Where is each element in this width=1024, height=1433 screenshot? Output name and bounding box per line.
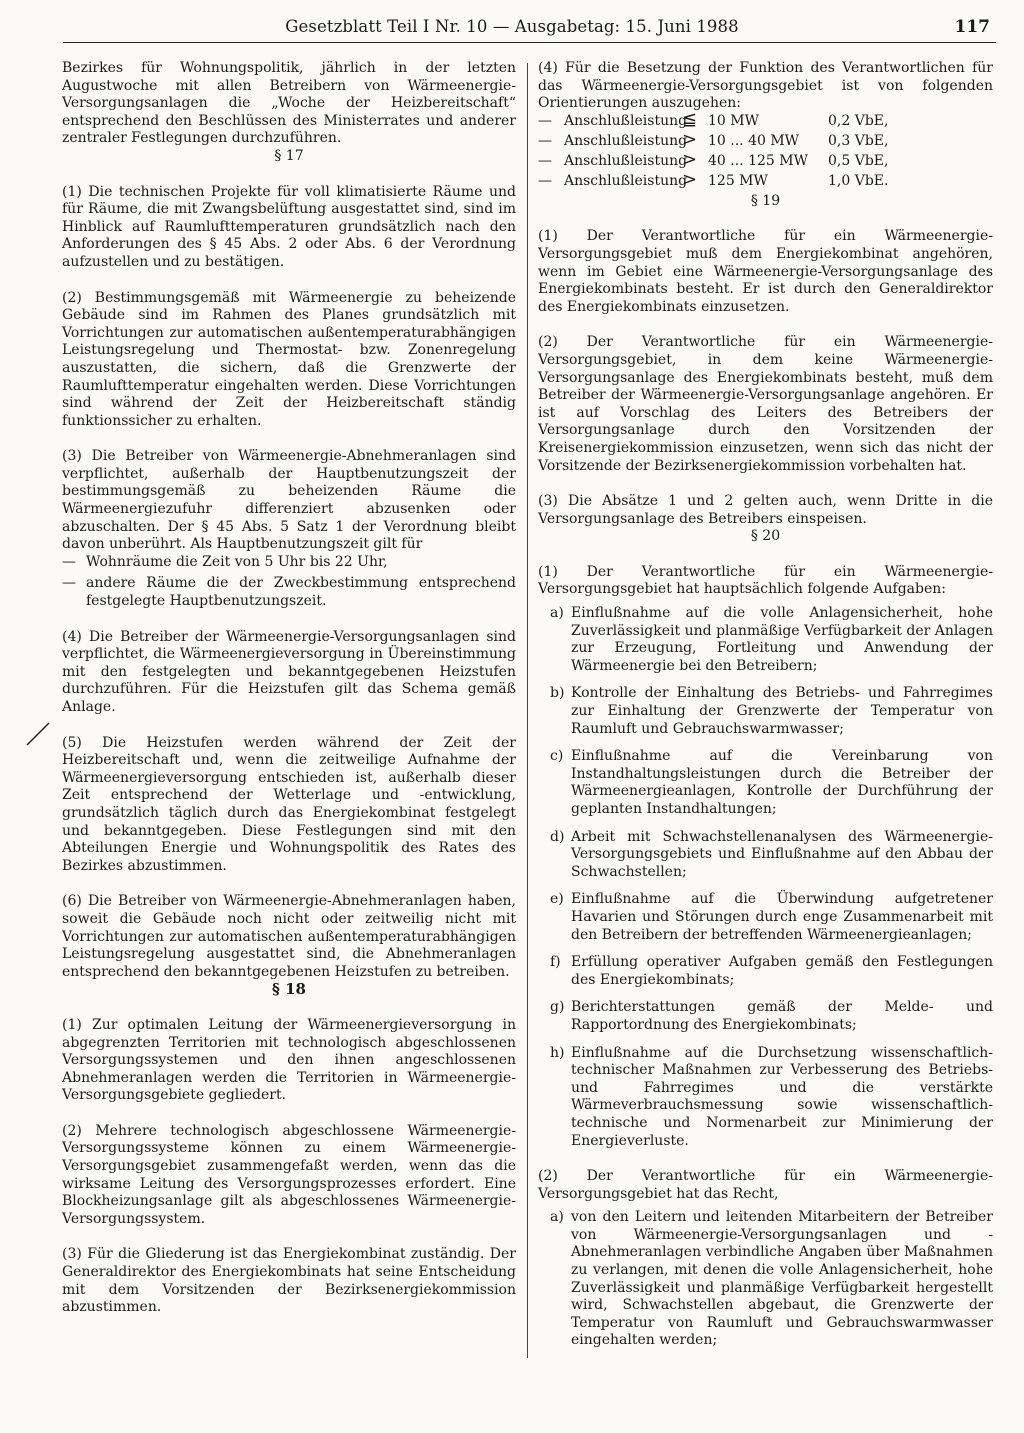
list-item-marker: g) [550, 999, 565, 1016]
orientation-operator: > [682, 148, 698, 170]
orientation-label: Anschlußleistung [564, 132, 688, 149]
orientation-row [538, 108, 993, 133]
s17-paragraph-2: (2) Bestimmungsgemäß mit Wärmeenergie zu beheizende Gebäude sind im Rahmen des Planes grundsätzlich mit Vorrichtungen zur automatischen außentemperaturabhängigen Leistungsregelung und Thermostat- bzw. Zonenregelung auszustatten, die sichern, daß die Grenzwerte der Raumlufttemperatur eingehalten werden. Diese Vorrichtungen sind während der Zeit der Heizbereitschaft ständig funktionssicher zu erhalten. [62, 289, 516, 429]
list-item-marker: b) [550, 685, 565, 702]
list-item-text: Einflußnahme auf die Vereinbarung von Instandhaltungsleistungen durch die Betreiber der Wärmeenergieanlagen, Kontrolle der Durchführung der geplanten Instandhaltungen; [571, 748, 993, 817]
orientation-row [538, 128, 993, 153]
s18-paragraph-1: (1) Zur optimalen Leitung der Wärmeenergieversorgung in abgegrenzten Territorien mit technologisch abgeschlossenen Versorgungssystemen und den ihnen angeschlossenen Abnehmeranlagen werden die Territorien in Wärmeenergie-Versorgungsgebiete gegliedert. [62, 1016, 516, 1104]
column-divider [527, 63, 528, 1358]
list-item [538, 999, 993, 1034]
s19-paragraph-2: (2) Der Verantwortliche für ein Wärmeenergie-Versorgungsgebiet, in dem keine Wärmeenergie-Versorgungsanlage des Energiekombinats besteht, muß dem Betreiber der Wärmeenergie-Versorgungsanlage angehören. Er ist auf Vorschlag des Leiters des Betreibers der Versorgungsanlage durch den Vorsitzenden der Kreisenergiekommission einzusetzen, wenn sich das nicht der Vorsitzende der Bezirksenergiekommission vorbehalten hat. [538, 334, 993, 474]
dash-marker: — [62, 575, 76, 592]
orientation-value: 0,5 VbE, [828, 152, 889, 169]
s18-paragraph-3: (3) Für die Gliederung ist das Energiekombinat zuständig. Der Generaldirektor des Energiekombinats hat seine Entscheidung mit dem Vorsitzenden der Bezirksenergiekommission abzustimmen. [62, 1246, 516, 1316]
s18-paragraph-4: (4) Für die Besetzung der Funktion des Verantwortlichen für das Wärmeenergie-Versorgungsgebiet ist von folgenden Orientierungen auszugehen: [538, 60, 993, 112]
orientation-value: 0,2 VbE, [828, 112, 889, 129]
orientation-operator: ≦ [682, 108, 698, 130]
list-item-marker: e) [550, 891, 564, 908]
orientation-value: 0,3 VbE, [828, 132, 889, 149]
orientation-dash: — [538, 132, 552, 149]
dash-item-text: Wohnräume die Zeit von 5 Uhr bis 22 Uhr, [86, 553, 388, 570]
list-item-text: Erfüllung operativer Aufgaben gemäß den Festlegungen des Energiekombinats; [571, 954, 993, 988]
s20-rights-list [538, 1209, 993, 1350]
orientation-label: Anschlußleistung [564, 112, 688, 129]
orientation-range: 10 MW [708, 112, 759, 129]
margin-pen-mark [24, 720, 52, 748]
section-18-heading: § 18 [272, 980, 306, 999]
left-column [62, 60, 516, 1317]
list-item [538, 829, 993, 882]
orientation-range: 40 ... 125 MW [708, 152, 808, 169]
list-item [538, 605, 993, 675]
list-item-text: Kontrolle der Einhaltung des Betriebs- und Fahrregimes zur Einhaltung der Grenzwerte der Temperatur von Raumluft und Gebrauchswarmwasser; [571, 685, 993, 737]
list-item-marker: h) [550, 1044, 565, 1061]
list-item [538, 891, 993, 944]
s17-paragraph-3: (3) Die Betreiber von Wärmeenergie-Abnehmeranlagen sind verpflichtet, außerhalb der Hauptbenutzungszeit der bestimmungsgemäß zu beheizenden Räume die Wärmeenergiezufuhr differenziert abzusenken oder abzuschalten. Der § 45 Abs. 5 Satz 1 der Verordnung bleibt davon unberührt. Als Hauptbenutzungszeit gilt für [62, 448, 516, 553]
right-column [538, 60, 993, 1350]
list-item [538, 1045, 993, 1151]
list-item-text: Einflußnahme auf die volle Anlagensicherheit, hohe Zuverlässigkeit und planmäßige Verfügbarkeit der Anlagen zur Erzeugung, Fortleitung und Anwendung der Wärmeenergie bei den Betreibern; [571, 605, 993, 674]
orientation-table [538, 108, 993, 193]
list-item-text: Arbeit mit Schwachstellenanalysen des Wärmeenergie-Versorgungsgebiets und Einflußnahme auf den Abbau der Schwachstellen; [571, 828, 993, 880]
orientation-row [538, 168, 993, 193]
orientation-range: 10 ... 40 MW [708, 132, 800, 149]
list-item [538, 1209, 993, 1350]
dash-item-text: andere Räume die der Zweckbestimmung entsprechend festgelegte Hauptbenutzungszeit. [86, 575, 516, 610]
orientation-operator: > [682, 168, 698, 190]
list-item-text: Berichterstattungen gemäß der Melde- und Rapportordnung des Energiekombinats; [571, 999, 993, 1033]
s17-paragraph-6: (6) Die Betreiber von Wärmeenergie-Abnehmeranlagen haben, soweit die Gebäude noch nicht oder zeitweilig nicht mit Vorrichtungen zur automatischen außentemperaturabhängigen Leistungsregelung ausgestattet sind, die Abnehmeranlagen entsprechend den bekanntgegebenen Heizstufen zu betreiben. [62, 893, 516, 980]
s19-paragraph-1: (1) Der Verantwortliche für ein Wärmeenergie-Versorgungsgebiet muß dem Energiekombinat angehören, wenn im Gebiet eine Wärmeenergie-Versorgungsanlage des Energiekombinats besteht. Er ist durch den Generaldirektor des Energiekombinats einzusetzen. [538, 228, 993, 315]
s18-paragraph-2: (2) Mehrere technologisch abgeschlossene Wärmeenergie-Versorgungssysteme können zu einem Wärmeenergie-Versorgungsgebiet zusammengefaßt werden, wenn das die wirksame Leitung des Versorgungsprozesses erfordert. Eine Blockheizungsanlage gilt als abgeschlossenes Wärmeenergie-Versorgungssystem. [62, 1122, 516, 1227]
s20-paragraph-1: (1) Der Verantwortliche für ein Wärmeenergie-Versorgungsgebiet hat hauptsächlich folgende Aufgaben: [538, 563, 993, 598]
page-header [0, 17, 1024, 49]
s20-paragraph-2: (2) Der Verantwortliche für ein Wärmeenergie-Versorgungsgebiet hat das Recht, [538, 1168, 993, 1202]
s17-dash-item-2 [62, 575, 516, 610]
list-item-marker: c) [550, 748, 564, 765]
list-item-marker: d) [550, 828, 565, 845]
s17-paragraph-4: (4) Die Betreiber der Wärmeenergie-Versorgungsanlagen sind verpflichtet, die Wärmeenergieversorgung in Übereinstimmung mit den festgelegten und bekanntgegebenen Heizstufen durchzuführen. Für die Heizstufen gilt das Schema gemäß Anlage. [62, 628, 516, 715]
list-item-marker: f) [550, 954, 561, 971]
s17-paragraph-1: (1) Die technischen Projekte für voll klimatisierte Räume und für Räume, die mit Zwangsbelüftung ausgestattet sind, sind im Hinblick auf Raumlufttemperaturen grundsätzlich nach den Anforderungen des § 45 Abs. 2 oder Abs. 6 der Verordnung aufzustellen und zu bestätigen. [62, 183, 516, 270]
dash-marker: — [62, 553, 76, 570]
list-item-text: von den Leitern und leitenden Mitarbeitern der Betreiber von Wärmeenergie-Versorgungsanlagen und -Abnehmeranlagen verbindliche Angaben über Maßnahmen zu verlangen, mit denen die volle Anlagensicherheit, hohe Zuverlässigkeit und planmäßige Verfügbarkeit hergestellt wird, Schwachstellen abgebaut, die Grenzwerte der Temperatur von Raumluft und Gebrauchswarmwasser eingehalten werden; [571, 1209, 993, 1349]
header-title: Gesetzblatt Teil I Nr. 10 — Ausgabetag: 15. Juni 1988 [285, 17, 739, 36]
orientation-dash: — [538, 152, 552, 169]
list-item-marker: a) [550, 1209, 564, 1226]
orientation-range: 125 MW [708, 172, 768, 189]
list-item [538, 685, 993, 738]
section-20-heading: § 20 [750, 528, 781, 545]
s17-dash-item-1 [62, 554, 516, 572]
orientation-label: Anschlußleistung [564, 172, 688, 189]
list-item [538, 748, 993, 818]
orientation-value: 1,0 VbE. [828, 172, 889, 189]
intro-paragraph: Bezirkes für Wohnungspolitik, jährlich in der letzten Augustwoche mit allen Betreibern von Wärmeenergie-Versorgungsanlagen die „Woche der Heizbereitschaft“ entsprechend den Beschlüssen des Ministerrates und anderer zentraler Festlegungen durchzuführen. [62, 60, 516, 147]
section-17-heading: § 17 [274, 147, 304, 164]
list-item-marker: a) [550, 605, 564, 622]
list-item-text: Einflußnahme auf die Durchsetzung wissenschaftlich-technischer Maßnahmen zur Verbesserung des Betriebs- und Fahrregimes und die verstärkte Wärmeverbrauchsmessung sowie wissenschaftlich-technische und Normenarbeit zur Minimierung der Energieverluste. [571, 1044, 993, 1149]
orientation-label: Anschlußleistung [564, 152, 688, 169]
s17-paragraph-5: (5) Die Heizstufen werden während der Zeit der Heizbereitschaft und, wenn die zeitweilige Aufnahme der Wärmeenergieversorgung entschieden ist, außerhalb dieser Zeit entsprechend der Wetterlage und -entwicklung, grundsätzlich täglich durch das Energiekombinat festgelegt und bekanntgegeben. Diese Festlegungen sind mit den Abteilungen Energie und Wohnungspolitik des Rates des Bezirkes abzustimmen. [62, 734, 516, 874]
list-item [538, 954, 993, 989]
page-number: 117 [954, 17, 990, 37]
s19-paragraph-3: (3) Die Absätze 1 und 2 gelten auch, wenn Dritte in die Versorgungsanlage des Betreibers einspeisen. [538, 493, 993, 527]
s20-task-list [538, 605, 993, 1150]
header-rule [63, 42, 996, 43]
orientation-row [538, 148, 993, 173]
orientation-dash: — [538, 172, 552, 189]
section-19-heading: § 19 [750, 192, 781, 209]
orientation-operator: > [682, 128, 698, 150]
list-item-text: Einflußnahme auf die Überwindung aufgetretener Havarien und Störungen durch enge Zusammenarbeit mit den Betreibern der betreffenden Wärmeenergieanlagen; [571, 891, 993, 943]
orientation-dash: — [538, 112, 552, 129]
